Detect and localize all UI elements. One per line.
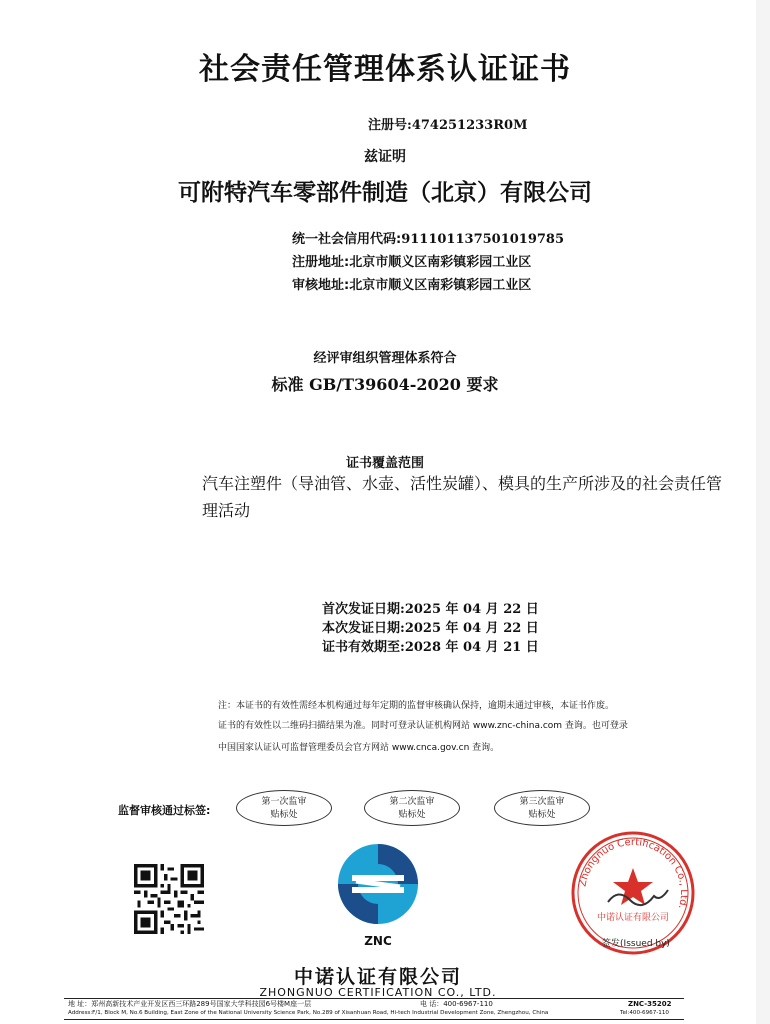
credit-code-label: 统一社会信用代码: (292, 232, 402, 247)
company-name: 可附特汽车零部件制造（北京）有限公司 (178, 180, 592, 206)
note-line: 证书的有效性以二维码扫描结果为准。同时可登录认证机构网站 www.znc-china.com 查询。也可登录 (218, 721, 628, 731)
footer-tel-en: Tel:400-6967-110 (620, 1010, 669, 1016)
footer-row-cn (64, 999, 684, 1009)
scope-text: 汽车注塑件（导油管、水壶、活性炭罐）、模具的生产所涉及的社会责任管理活动 (202, 474, 723, 520)
supervision-label: 监督审核通过标签: (118, 804, 211, 817)
page-edge (756, 0, 770, 1024)
footer-row-en (64, 1009, 684, 1019)
reg-address-label: 注册地址: (292, 255, 350, 270)
valid-until-value: 2028 年 04 月 21 日 (404, 640, 539, 655)
registration-value: 474251233R0M (411, 118, 528, 133)
issuer-name-cn: 中诺认证有限公司 (293, 966, 462, 988)
issuer-name-en: ZHONGNUO CERTIFICATION CO., LTD. (259, 986, 497, 999)
oval-line: 第二次监审 (389, 797, 435, 807)
footer-address-en: Address:F/1, Block M, No.6 Building, East Zone of the National University Science Park, No.289 of Xisanhuan Road, Hi-tech Industrial Development Zone, Zhengzhou, China (68, 1010, 549, 1016)
valid-until-date (322, 636, 539, 655)
oval-line: 贴标处 (528, 810, 556, 820)
first-issue-value: 2025 年 04 月 22 日 (404, 602, 539, 617)
registration-label: 注册号: (368, 118, 412, 133)
seal-center-text: 中诺认证有限公司 (596, 913, 670, 923)
footer-tel-cn: 电 话：400-6967-110 (420, 1000, 493, 1008)
credit-code-value: 911101137501019785 (401, 232, 565, 247)
note-line: 中国国家认证认可监督管理委员会官方网站 www.cnca.gov.cn 查询。 (218, 743, 500, 753)
first-issue-date (322, 598, 539, 617)
seal-ring-text: Zhongnuo Certification Co., Ltd. (577, 836, 690, 911)
first-issue-label: 首次发证日期: (322, 602, 405, 617)
znc-logo-icon (336, 842, 420, 926)
znc-logo-text: ZNC (364, 934, 392, 948)
supervision-sticker-slot-3 (494, 790, 590, 826)
conformity-statement: 经评审组织管理体系符合 (313, 351, 457, 366)
official-seal-icon (568, 828, 698, 958)
audit-address (292, 274, 531, 293)
certificate-title: 社会责任管理体系认证证书 (199, 52, 571, 87)
valid-until-label: 证书有效期至: (322, 640, 405, 655)
audit-address-label: 审核地址: (292, 278, 350, 293)
footer-doc-code: ZNC-35202 (628, 1000, 672, 1008)
conformity-standard: 标准 GB/T39604-2020 要求 (271, 375, 499, 394)
this-issue-label: 本次发证日期: (322, 621, 405, 636)
footer-address-bar (64, 998, 684, 1020)
supervision-sticker-slot-2 (364, 790, 460, 826)
scope-heading: 证书覆盖范围 (345, 456, 424, 471)
oval-line: 第一次监审 (261, 797, 307, 807)
supervision-sticker-slot-1 (236, 790, 332, 826)
seal-issued-by: 签发(Issued by) (602, 939, 670, 949)
oval-line: 贴标处 (270, 810, 298, 820)
note-line: 注：本证书的有效性需经本机构通过每年定期的监督审核确认保持，逾期未通过审核，本证书作废。 (218, 701, 615, 711)
oval-line: 贴标处 (398, 810, 426, 820)
registered-address (292, 251, 531, 270)
credit-code (292, 228, 564, 247)
oval-line: 第三次监审 (519, 797, 565, 807)
reg-address-value: 北京市顺义区南彩镇彩园工业区 (349, 255, 532, 270)
audit-address-value: 北京市顺义区南彩镇彩园工业区 (349, 278, 532, 293)
footer-address-cn: 地 址：郑州高新技术产业开发区西三环路289号国家大学科技园6号楼M座一层 (68, 1000, 312, 1008)
this-issue-value: 2025 年 04 月 22 日 (404, 621, 539, 636)
registration-number (368, 114, 527, 133)
qr-code-icon[interactable] (134, 864, 204, 934)
certify-text: 兹证明 (364, 149, 406, 165)
this-issue-date (322, 617, 539, 636)
